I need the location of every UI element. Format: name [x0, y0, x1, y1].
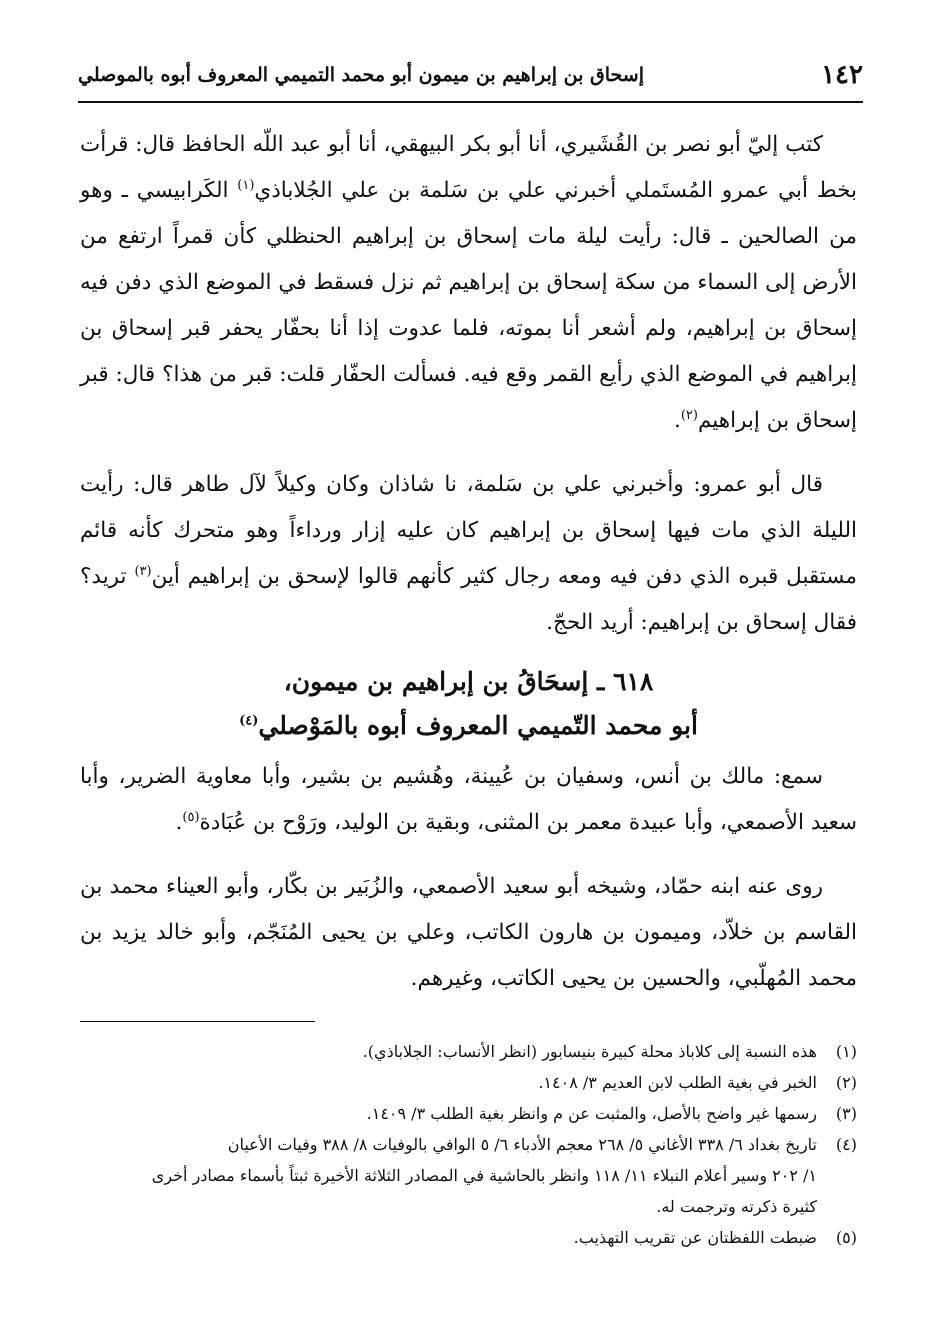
text-line: فيه إسحاق بن إبراهيم، ولم أشعر أنا بموته، فلما عدوت إذا أنا بحفّار يحفر قبر: [80, 270, 857, 341]
footnote-ref: (١): [237, 177, 255, 193]
running-header: [78, 52, 863, 98]
text-line: إسحاق بن إبراهيم في الموضع الذي رأيع القمر وقع فيه. فسألت الحفّار قلت: قبر من: [80, 316, 857, 387]
text-line: قائم مستقبل قبره الذي دفن فيه ومعه رجال كثير كأنهم قالوا لإسحق بن إبراهيم أين: [80, 518, 857, 589]
footnote-text: هذه النسبة إلى كلاباذ محلة كبيرة بنيسابور (انظر الأنساب: الجلاباذي).: [362, 1042, 817, 1061]
entry-heading-line-1: ٦١٨ ـ إسحَاقُ بن إبراهيم بن ميمون،: [283, 667, 654, 696]
footnote-text: الخبر في بغية الطلب لابن العديم ٣/ ١٤٠٨.: [538, 1073, 817, 1092]
text-line: الكَرابيسي: [136, 178, 238, 203]
footnote-3: [80, 1098, 857, 1129]
footnote-text: تاريخ بغداد ٦/ ٣٣٨ الأغاني ٥/ ٢٦٨ معجم الأدباء ٦/ ٥ الوافي بالوفيات ٨/ ٣٨٨ وفيات الأعيان: [227, 1135, 817, 1154]
footnotes: [80, 1036, 857, 1253]
running-title: إسحاق بن إبراهيم بن ميمون أبو محمد التميمي المعروف أبوه بالموصلي: [78, 64, 644, 86]
text-line: رأيت الليلة الذي مات فيها إسحاق بن إبراهيم كان عليه إزار ورداءاً وهو متحرك كأنه: [80, 472, 857, 543]
paragraph-3: [80, 754, 857, 846]
footnote-ref: (٤): [239, 713, 259, 729]
footnote-ref: (٥): [182, 809, 200, 825]
footnote-number: (٤): [835, 1135, 857, 1154]
text-line: .: [673, 408, 681, 433]
text-line: هذا؟ قال: قبر إسحاق بن إبراهيم: [80, 362, 857, 433]
paragraph-4: [80, 864, 857, 1002]
text-line: محمد بن القاسم بن خلاّد، وميمون بن هارون الكاتب، وعلي بن يحيى المُنَجّم، وأبو: [80, 874, 858, 945]
footnote-2: [80, 1067, 857, 1098]
footnote-divider: [80, 1021, 315, 1022]
footnote-4-continued: كثيرة ذكرته وترجمت له.: [656, 1197, 817, 1216]
footnote-number: (٢): [835, 1073, 857, 1092]
main-text: [80, 122, 857, 1002]
text-line: من الأرض إلى السماء من سكة إسحاق بن إبراهيم ثم نزل فسقط في الموضع الذي دفن: [80, 224, 857, 295]
paragraph-gap: [80, 846, 857, 864]
text-line: قال أبو عمرو: وأخبرني علي بن سَلمة، نا شاذان وكان وكيلاً لآل طاهر قال:: [133, 472, 823, 497]
footnote-4: [80, 1129, 857, 1160]
footnote-number: (٣): [835, 1104, 857, 1123]
text-line: تريد؟ فقال إسحاق بن إبراهيم: أريد الحجّ.: [80, 564, 857, 635]
text-line: كتب إليّ أبو نصر بن القُشَيري، أنا أبو بكر البيهقي، أنا أبو عبد اللّه الحافظ قال:: [135, 132, 823, 157]
footnote-5: [80, 1222, 857, 1253]
paragraph-gap: [80, 444, 857, 462]
entry-heading-line-2: أبو محمد التّميمي المعروف أبوه بالمَوْصلي$^{(٤)}$: [239, 711, 698, 740]
footnote-ref: (٢): [680, 407, 698, 423]
footnote-ref: (٣): [134, 563, 152, 579]
footnote-number: (١): [835, 1042, 857, 1061]
text-line: .: [175, 810, 183, 835]
footnote-1: [80, 1036, 857, 1067]
text-line: روى عنه ابنه حمّاد، وشيخه أبو سعيد الأصمعي، والزُبَير بن بكّار، وأبو العيناء: [165, 874, 823, 899]
footnote-4-continued: ١/ ٢٠٢ وسير أعلام النبلاء ١١/ ١١٨ وانظر بالحاشية في المصادر الثلاثة الأخيرة ثبتاً بأسماء مصادر أخرى: [151, 1166, 817, 1185]
paragraph-2: [80, 462, 857, 646]
text-line: سمع: مالك بن أنس، وسفيان بن عُيينة، وهُشيم بن بشير، وأبا معاوية الضرير،: [118, 764, 823, 789]
text-line: ـ وهو من الصالحين ـ قال: رأيت ليلة مات إسحاق بن إبراهيم الحنظلي كأن قمراً ارتفع: [80, 178, 857, 249]
text-line: قرأت بخط أبي عمرو المُستَملي أخبرني علي بن سَلمة بن علي الجُلاباذي: [80, 132, 858, 203]
footnote-number: (٥): [835, 1228, 857, 1247]
header-divider: [78, 101, 863, 103]
entry-heading: [80, 660, 857, 748]
footnote-text: رسمها غير واضح بالأصل، والمثبت عن م وانظر بغية الطلب ٣/ ١٤٠٩.: [366, 1104, 817, 1123]
text-line: وأبا سعيد الأصمعي، وأبا عبيدة معمر بن المثنى، وبقية بن الوليد، ورَوْح بن عُبَادة: [80, 764, 857, 835]
page-number: ١٤٢: [821, 60, 863, 90]
footnote-text: ضبطت اللفظتان عن تقريب التهذيب.: [573, 1228, 817, 1247]
paragraph-1: [80, 122, 857, 444]
text-line: خالد يزيد بن محمد المُهلّبي، والحسين بن يحيى الكاتب، وغيرهم.: [80, 920, 857, 991]
